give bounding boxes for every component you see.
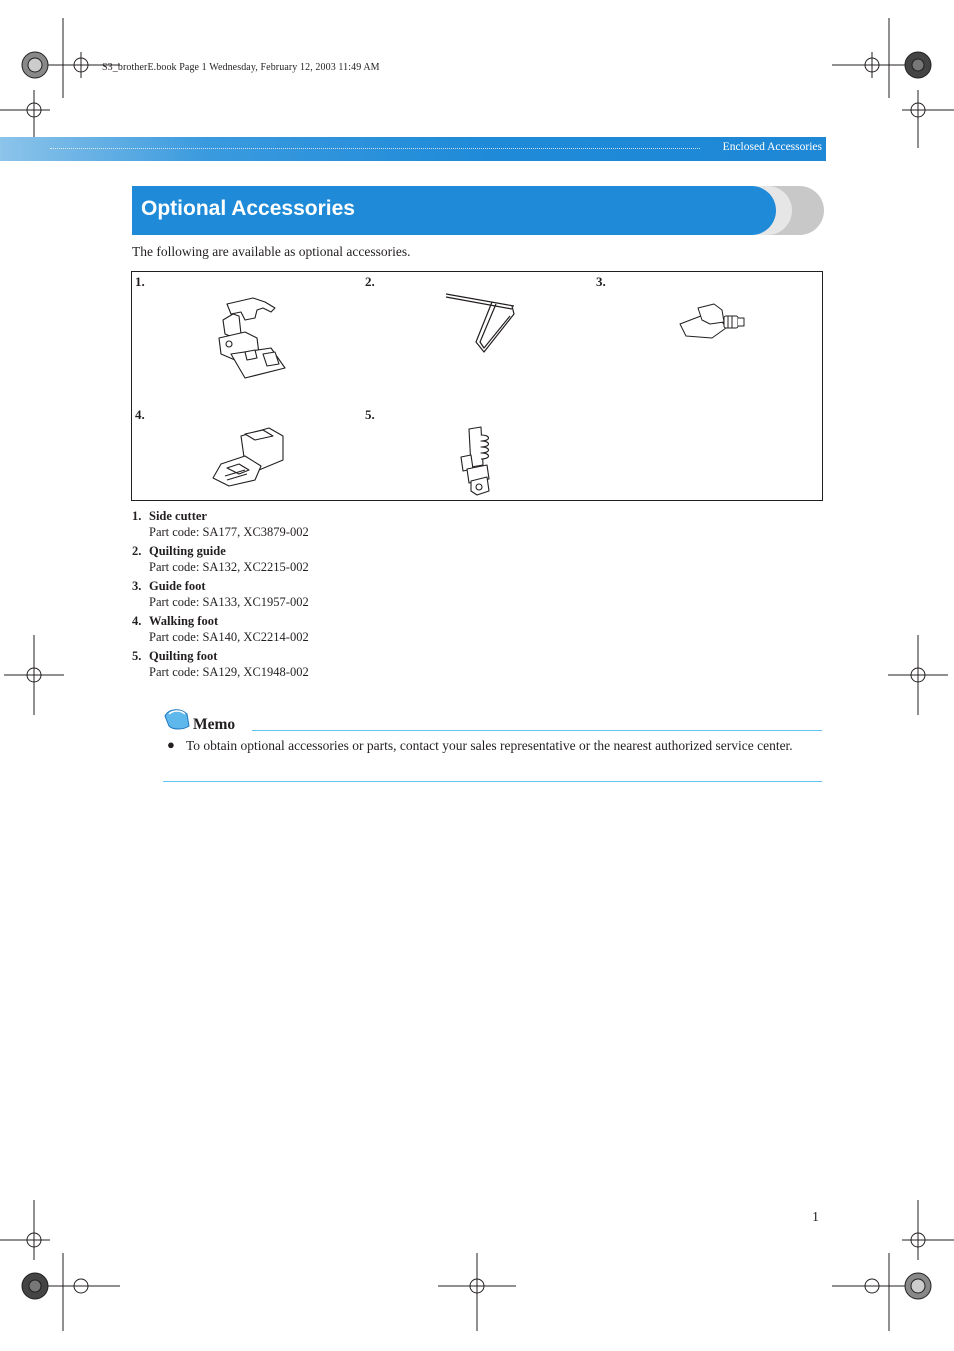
header-dotted-rule	[50, 148, 700, 149]
page-title: Optional Accessories	[141, 197, 355, 220]
crop-mark-icon	[832, 1253, 915, 1331]
item-code: Part code: SA132, XC2215-002	[149, 560, 309, 574]
item-code: Part code: SA133, XC1957-002	[149, 595, 309, 609]
color-wheel-icon	[905, 52, 931, 78]
guide-foot-icon	[676, 302, 751, 342]
page-number: 1	[812, 1210, 819, 1225]
crop-mark-icon	[438, 1253, 516, 1331]
grid-number: 5.	[365, 407, 375, 422]
item-name: Side cutter	[149, 509, 207, 523]
crop-mark-icon	[888, 635, 948, 715]
crop-mark-icon	[832, 18, 915, 98]
section-label: Enclosed Accessories	[722, 141, 822, 153]
crop-mark-icon	[902, 90, 954, 148]
part-list	[132, 509, 309, 684]
color-wheel-icon	[22, 1273, 48, 1299]
item-name: Quilting foot	[149, 649, 218, 663]
item-name: Walking foot	[149, 614, 219, 628]
grid-number: 1.	[135, 274, 145, 289]
header-band	[0, 137, 826, 161]
list-item: 1. Side cutter Part code: SA177, XC3879-002	[132, 509, 309, 539]
list-item: 4. Walking foot Part code: SA140, XC2214-002	[132, 614, 309, 644]
item-name: Quilting guide	[149, 544, 226, 558]
list-item: 3. Guide foot Part code: SA133, XC1957-002	[132, 579, 309, 609]
item-name: Guide foot	[149, 579, 206, 593]
list-item: 5. Quilting foot Part code: SA129, XC1948-002	[132, 649, 309, 679]
crop-mark-icon	[38, 18, 120, 98]
crop-mark-icon	[38, 1253, 120, 1331]
side-cutter-icon	[205, 294, 290, 384]
grid-number: 4.	[135, 407, 145, 422]
color-wheel-icon	[905, 1273, 931, 1299]
crop-mark-icon	[0, 1200, 50, 1260]
item-code: Part code: SA177, XC3879-002	[149, 525, 309, 539]
bullet-icon: ●	[167, 737, 175, 752]
item-code: Part code: SA140, XC2214-002	[149, 630, 309, 644]
grid-number: 3.	[596, 274, 606, 289]
crop-mark-icon	[902, 1200, 954, 1260]
color-wheel-icon	[22, 52, 48, 78]
print-info: S3_brotherE.book Page 1 Wednesday, February 12, 2003 11:49 AM	[102, 62, 380, 73]
quilting-foot-icon	[455, 425, 500, 500]
memo-bottom-rule	[163, 781, 822, 782]
memo-icon	[163, 706, 191, 732]
list-item: 2. Quilting guide Part code: SA132, XC2215-002	[132, 544, 309, 574]
walking-foot-icon	[205, 424, 290, 489]
grid-number: 2.	[365, 274, 375, 289]
memo-title: Memo	[193, 716, 236, 733]
memo-text: To obtain optional accessories or parts, contact your sales representative or the nearest authorized service center.	[186, 738, 793, 753]
quilting-guide-icon	[440, 290, 525, 360]
item-code: Part code: SA129, XC1948-002	[149, 665, 309, 679]
memo-rule	[252, 730, 822, 731]
crop-mark-icon	[4, 635, 64, 715]
intro-text: The following are available as optional accessories.	[132, 244, 411, 259]
